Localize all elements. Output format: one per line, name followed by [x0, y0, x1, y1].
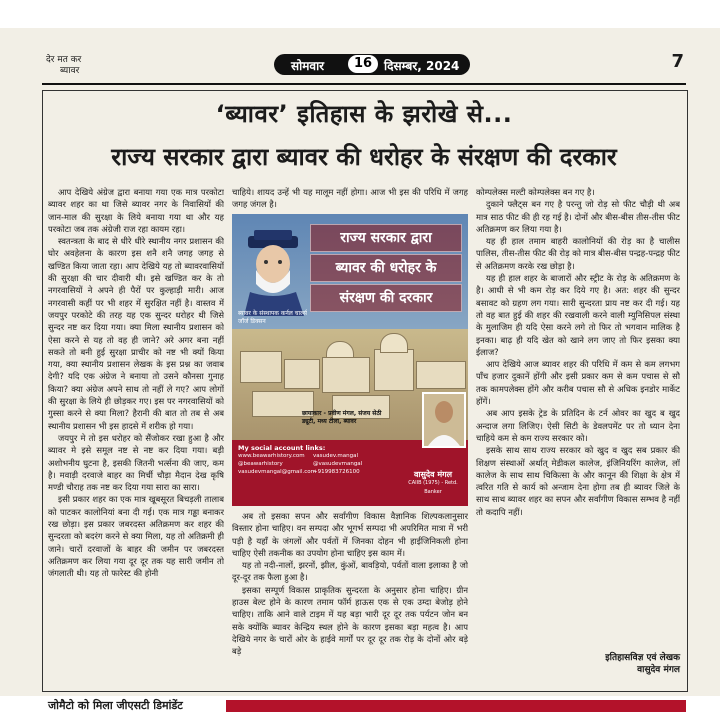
paragraph: यह ही हाल तमाम बाहरी कालोनियों की रोड़ का है चालीस पालिस, तीस-तीस फीट की रोड़ को मात्र बीस-बीस पन्द्रह-पन्द्रह फीट से अतिक्रमण करके रख छोड़ा है। — [476, 236, 680, 271]
byline-name: वासुदेव मंगल — [637, 665, 680, 675]
byline — [560, 652, 680, 676]
article-column-2-bottom — [232, 510, 468, 688]
paragraph: स्वतन्त्रता के बाद से धीरे धीरे स्थानीय नगर प्रशासन की घोर अवहेलना के कारण इस शनै शनै जगह जगह से खण्डित किया जाता रहा। आप देखिये यह तो ब्यावरवासियों की सुरक्षा की चार दीवारी थी। इसे खण्डित कर के तो नगरवासियों ने अपने ही पैरों पर कुल्हाड़ी मारी। आज नगरवासी कहीं पर भी शहर में सुरक्षित नहीं है। वास्तव में जयपुर परकोटे की तरह यह एक सुन्दर धरोहर थी जिसे सुन्दर नष्ट कर दिया गया। क्या मिला स्थानीय प्रशासन को ऐसा करने से यह तो वह ही जाने? अरे अगर बना नहीं सकते तो बनी हुई सुरक्षा प्राचीर को नष्ट भी क्यों किया गया, क्या स्थानीय प्रशासन लेखक के इस प्रश्न का जवाब देगी? यदि एक अंग्रेज ने बनाया तो उसने कौनसा गुनाह किया? क्या अंग्रेज अपने साथ तो नहीं ले गए? आप लोगों की सुरक्षा के लिये ही छोड़कर गए। इस पर नगरवासियों को गुस्सा करने से क्या मिला? हैरानी की बात तो तब से अब स्थानीय प्रशासन भी इस हादसे में शरीक हो गया। — [48, 236, 224, 431]
photo-headline-line: संरक्षण की दरकार — [310, 284, 462, 312]
next-headline: जोमैटो को मिला जीएसटी डिमांडेंट — [48, 699, 183, 712]
masthead-rule — [42, 83, 686, 85]
building — [240, 351, 282, 383]
building — [374, 349, 414, 391]
day-name: सोमवार — [291, 59, 325, 73]
links-title: My social account links: — [238, 444, 326, 452]
feature-photo — [232, 214, 468, 506]
social-link[interactable]: @beawarhistory — [238, 461, 283, 467]
article-headline: राज्य सरकार द्वारा ब्यावर की धरोहर के संरक्षण की दरकार — [111, 143, 617, 171]
article-kicker: ‘ब्यावर’ इतिहास के झरोखे से... — [215, 100, 513, 128]
social-link[interactable]: @vasudevmangal — [313, 461, 363, 467]
author-photo — [422, 392, 466, 448]
paragraph: आप देखिये अंग्रेज द्वारा बनाया गया एक मात्र परकोटा ब्यावर शहर का था जिसे ब्यावर नगर के निवासियों की जान-माल की सुरक्षा के लिये बनाया गया था और यह परकोटा जब तक अंग्रेजी राज रहा कायम रहा। — [48, 187, 224, 234]
social-links — [238, 444, 388, 476]
paragraph: चाहिये। शायद उन्हें भी यह मालूम नहीं होगा। आज भी इस की परिधि में जगह जगह जंगल है। — [232, 187, 468, 210]
paragraph: आप देखिये आज ब्यावर शहर की परिधि में कम से कम लगभग पाँच हजार दुकानें होंगी और इसी प्रकार कम से कम पचास से सौ तक कामपलेक्स होंगे और करीब पचास सौ से अधिक इनडोर मार्केट होंगें। — [476, 359, 680, 407]
photo-headline-line: राज्य सरकार द्वारा — [310, 224, 462, 252]
founder-portrait — [240, 230, 308, 316]
photo-credit: छायाकार - प्रवीण मंगल, संजय सेठी ड्यूटी, मध्य टीला, ब्यावर — [302, 410, 382, 425]
building — [416, 361, 466, 389]
date-number: 16 — [348, 55, 378, 73]
paragraph: दुकाने फ्लैट्स बन गए है परन्तु जो रोड़ सो फीट चौड़ी थी अब मात्र साठ फीट की ही रह गई है। दोनों और बीस-बीस तीस-तीस फीट अतिक्रमण कर लिया गया है। — [476, 199, 680, 234]
paragraph: यह तो नदी-नालों, झरनों, झील, कुंओं, बावड़ियो, पर्वतों वाला इलाका है जो दूर-दूर तक फैला हुआ है। — [232, 560, 468, 583]
social-link[interactable]: www.beawarhistory.com — [238, 453, 305, 459]
photo-headline-line: ब्यावर की धरोहर के — [310, 254, 462, 282]
next-article-banner — [226, 700, 686, 712]
byline-role: इतिहासविज्ञ एवं लेखक — [605, 653, 680, 663]
paragraph: अब आप इसके ट्रेड के प्रतिदिन के टर्न ओवर का खुद ब खुद अन्दाज लगा लिजिए। ऐसी सिटी के डेवलपमेंट पर तो ध्यान देना चाहिये कम से कम राज्य सरकार को। — [476, 408, 680, 443]
photo-headline — [310, 222, 462, 320]
author-subtitle: CAIIB (1975) - Retd. Banker — [408, 480, 458, 495]
paragraph: कोम्पलेक्स मल्टी कोम्पलेक्स बन गए है। — [476, 187, 595, 197]
paragraph: यह ही हाल शहर के बाजारों और स्ट्रीट के रोड़ के अतिक्रमण के है। आधी से भी कम रोड़ कर दिये गए है। अत: शहर की सुन्दर बसावट को ग्रहण लग गया। सारी सुन्दरता प्राय नष्ट कर दी गई। यह तो वह बात हुई की शहर की रखवाली करने वाली म्युनिसिपल संस्था के मुलाजिम ही यदि ऐसा करने लगे तो फिर तो भगवान मालिक है इनका। बाढ़ ही यदि खेत को खाने लग जाए तो फिर इसका क्या ईलाज? — [476, 273, 680, 357]
masthead-paper-block — [46, 55, 81, 77]
social-link[interactable]: vasudevmangal@gmail.com — [238, 469, 316, 475]
paper-name: देर मत कर — [46, 55, 82, 65]
author-name: वासुदेव मंगल — [413, 470, 453, 479]
page-number: 7 — [671, 51, 684, 72]
page-margin-top — [0, 0, 720, 28]
paragraph: इसके साथ साथ राज्य सरकार को खुद व खुद सब प्रकार की शिक्षण संस्थाओं अर्थात् मेडीकल कालेज, इंजिनियरिंग कालेज, लॉ कालेज के साथ साथ चिकित्सा के और कानून की शिक्षा के क्षेत्र में त्वरित गति से कार्य को अन्जाम देना होगा तब ही ब्यावर जिले के साथ साथ ब्यावर शहर का सपन और सर्वांगीण विकास सम्भव है नहीं तो कदापि नहीं। — [476, 445, 680, 517]
building — [322, 357, 370, 393]
article-column-2-top — [232, 186, 468, 216]
masthead — [40, 51, 686, 81]
author-tag — [402, 470, 464, 497]
paragraph: इसका सम्पूर्ण विकास प्राकृतिक सुन्दरता के अनुसार होना चाहिए। ग्रीन हाउस बेल्ट होने के कारण तमाम फॉर्म हाऊस एक से एक उम्दा बेजोड़ होने चाहिए। ताकि आने वाले टाइम में यह बड़ा भारी दूर दूर तक पर्यटन जोन बन सके क्योंकि ब्यावर केन्द्रिय स्थल होने के कारण इसका बड़ा महत्व है। आप देखिये नगर के चारों ओर के हाईवे मार्गों पर दूर दूर तक रोड़ के दोनों ओर बड़े बड़े — [232, 584, 468, 657]
article-column-3 — [476, 186, 680, 646]
building — [284, 359, 320, 389]
paper-city: ब्यावर — [60, 66, 80, 76]
paragraph: अब तो इसका सपन और सर्वांगीण विकास वैज्ञानिक शिल्पकलानुसार विस्तार होना चाहिए। वन सम्पदा और भूगर्भ सम्पदा भी अपरिमित मात्रा में भरी पड़ी है यहाँ के जंगलों और पर्वतों में जिनका दोहन भी हाईजिनिकली होना चाहिए ऐसी तकनीक का उपयोग होना चाहिए इस काम में। — [232, 511, 468, 558]
month-year: दिसम्बर, 2024 — [384, 59, 460, 73]
portrait-caption: ब्यावर के संस्थापक कर्नल चार्ल्स जॉर्ज डिक्सन — [238, 310, 307, 325]
social-link[interactable]: +919983726100 — [313, 469, 360, 475]
temple-dome — [380, 333, 408, 353]
article-column-1 — [48, 186, 224, 686]
date-pill — [274, 54, 470, 75]
paragraph: इसी प्रकार शहर का एक मात्र खूबसूरत बिचड़ली तालाब को पाटकर कालोनियां बना दी गई। एक मात्र गड्ढा बनाकर रख छोड़ा। इस प्रकार जबरदस्त अतिक्रमण कर शहर की सुन्दरता को बदरंग करने से क्या मिला, यह तो अतिक्रमी ही जाने। चारों दरवाजों के बाहर की जमीन पर जबरदस्त अतिक्रमण कर लिया गया दूर दूर तक यह सारी जमीन तो जंगलाती थी। यह तो फारेस्ट की होनी — [48, 494, 224, 579]
paragraph: जयपुर मे तो इस धरोहर को सैंजोकर रखा हुआ है और ब्यावर मे इसे समूल नष्ट से नष्ट कर दिया गया। बड़ी अशोभनीय घुटना है, इसकी जितनी भर्त्सना की जाए, कम है। मवाड़ी दरवाजे बाहर का मिर्ची चौड़ा मैदान देख कृषि मण्डी चौराह तक नष्ट कर दिया गया सारा का सारा। — [48, 432, 224, 493]
social-link[interactable]: vasudev.mangal — [313, 453, 359, 459]
